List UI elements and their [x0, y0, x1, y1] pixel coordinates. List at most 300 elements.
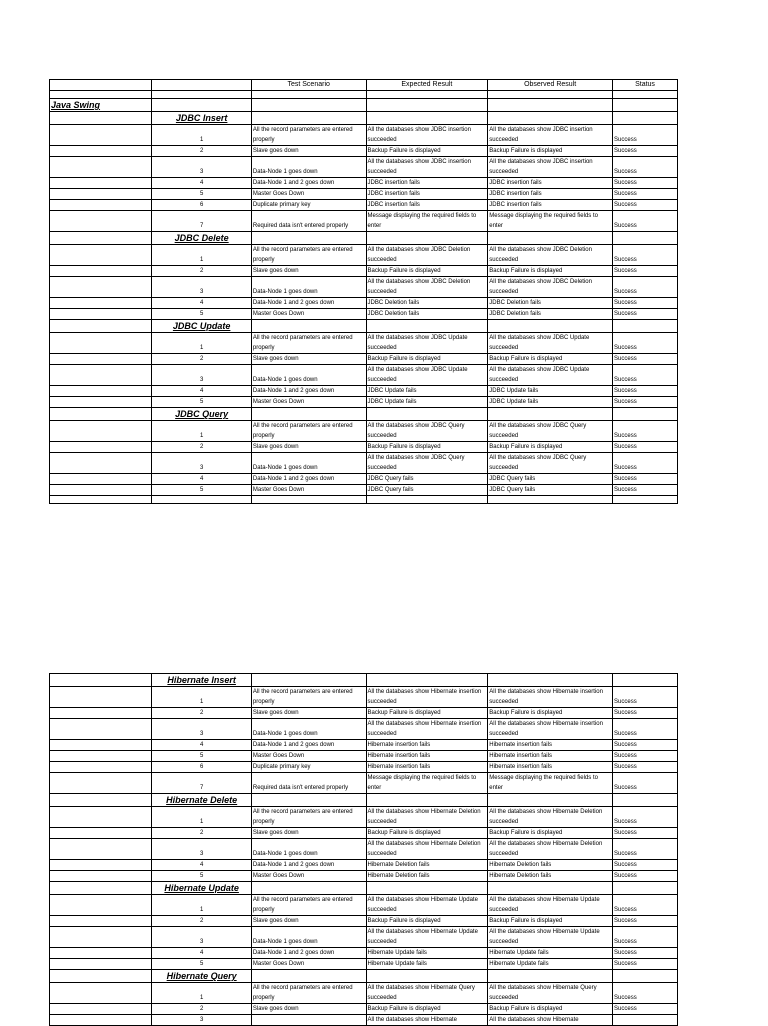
blank-cell [613, 320, 678, 333]
blank-cell [50, 474, 152, 485]
status-cell: Success [613, 762, 678, 773]
test-scenario-cell: Master Goes Down [251, 189, 366, 200]
status-cell: Success [613, 178, 678, 189]
row-number: 1 [152, 983, 251, 1004]
blank-cell [50, 927, 152, 948]
test-scenario-cell: Slave goes down [251, 828, 366, 839]
table-row [50, 927, 678, 948]
blank-cell [613, 674, 678, 687]
status-cell: Success [613, 386, 678, 397]
table-row [50, 189, 678, 200]
observed-result-cell: All the databases show JDBC insertion succeeded [488, 125, 613, 146]
observed-result-cell: Backup Failure is displayed [488, 708, 613, 719]
table-row [50, 807, 678, 828]
row-number: 3 [152, 719, 251, 740]
blank-cell [50, 871, 152, 882]
section-header-row [50, 674, 678, 687]
row-number: 5 [152, 485, 251, 496]
table-header-row [50, 80, 678, 91]
status-cell: Success [613, 708, 678, 719]
table-row [50, 386, 678, 397]
expected-result-cell: Backup Failure is displayed [366, 1004, 488, 1015]
table-row [50, 298, 678, 309]
observed-result-cell: All the databases show Hibernate Deletion succeeded [488, 839, 613, 860]
blank-cell [366, 320, 488, 333]
observed-result-cell: Backup Failure is displayed [488, 828, 613, 839]
blank-cell [50, 365, 152, 386]
table-row [50, 245, 678, 266]
observed-result-cell: Hibernate Update fails [488, 959, 613, 970]
row-number: 3 [152, 157, 251, 178]
status-cell: Success [613, 157, 678, 178]
table-row [50, 397, 678, 408]
observed-result-cell: JDBC insertion fails [488, 178, 613, 189]
observed-result-cell: JDBC insertion fails [488, 200, 613, 211]
status-cell: Success [613, 839, 678, 860]
blank-cell [50, 309, 152, 320]
table-row [50, 751, 678, 762]
table-row [50, 740, 678, 751]
blank-cell [251, 112, 366, 125]
expected-result-cell: All the databases show Hibernate Deletion succeeded [366, 839, 488, 860]
status-cell: Success [613, 860, 678, 871]
blank-cell [613, 970, 678, 983]
row-number: 4 [152, 860, 251, 871]
blank-cell [488, 674, 613, 687]
test-scenario-cell: Duplicate primary key [251, 762, 366, 773]
row-number: 1 [152, 895, 251, 916]
expected-result-cell: JDBC Query fails [366, 485, 488, 496]
table-row [50, 421, 678, 442]
row-number: 2 [152, 442, 251, 453]
blank-cell [251, 794, 366, 807]
status-cell: Success [613, 871, 678, 882]
blank-cell [488, 408, 613, 421]
test-scenario-cell: Slave goes down [251, 146, 366, 157]
status-cell: Success [613, 298, 678, 309]
row-number: 4 [152, 178, 251, 189]
observed-result-cell: Backup Failure is displayed [488, 1004, 613, 1015]
test-scenario-cell: Data-Node 1 goes down [251, 157, 366, 178]
header-expected-result: Expected Result [366, 80, 488, 91]
section-header-row [50, 320, 678, 333]
table-row [50, 125, 678, 146]
blank-cell [50, 762, 152, 773]
row-number: 6 [152, 200, 251, 211]
blank-cell [50, 674, 152, 687]
test-scenario-cell: Duplicate primary key [251, 200, 366, 211]
expected-result-cell: All the databases show Hibernate Update succeeded [366, 927, 488, 948]
observed-result-cell: Hibernate Deletion fails [488, 860, 613, 871]
status-cell: Success [613, 453, 678, 474]
test-scenario-cell: Data-Node 1 and 2 goes down [251, 740, 366, 751]
blank-cell [366, 232, 488, 245]
blank-cell [613, 408, 678, 421]
blank-cell [366, 408, 488, 421]
observed-result-cell: All the databases show Hibernate Deletion succeeded [488, 807, 613, 828]
status-cell: Success [613, 189, 678, 200]
expected-result-cell: JDBC insertion fails [366, 200, 488, 211]
observed-result-cell: Backup Failure is displayed [488, 146, 613, 157]
test-scenario-cell: Data-Node 1 and 2 goes down [251, 860, 366, 871]
row-number: 1 [152, 333, 251, 354]
test-scenario-cell: Data-Node 1 and 2 goes down [251, 298, 366, 309]
expected-result-cell: Hibernate insertion fails [366, 751, 488, 762]
blank-cell [50, 719, 152, 740]
expected-result-cell: All the databases show JDBC Update succeeded [366, 333, 488, 354]
row-number: 2 [152, 828, 251, 839]
observed-result-cell: JDBC Deletion fails [488, 309, 613, 320]
blank-cell [50, 232, 152, 245]
row-number: 1 [152, 687, 251, 708]
observed-result-cell: All the databases show JDBC insertion succeeded [488, 157, 613, 178]
row-number: 1 [152, 807, 251, 828]
row-number: 2 [152, 146, 251, 157]
status-cell: Success [613, 125, 678, 146]
observed-result-cell: All the databases show JDBC Update succeeded [488, 333, 613, 354]
status-cell: Success [613, 719, 678, 740]
blank-cell [251, 882, 366, 895]
section-header-row [50, 232, 678, 245]
row-number: 4 [152, 948, 251, 959]
blank-cell [50, 839, 152, 860]
blank-cell [50, 157, 152, 178]
expected-result-cell: All the databases show JDBC insertion succeeded [366, 157, 488, 178]
app-title: Java Swing [50, 99, 152, 112]
blank-cell [50, 397, 152, 408]
test-scenario-cell: Master Goes Down [251, 751, 366, 762]
blank-cell [366, 882, 488, 895]
header-blank-1 [50, 80, 152, 91]
blank-cell [50, 178, 152, 189]
blank-cell [50, 354, 152, 365]
row-number: 2 [152, 1004, 251, 1015]
table-row [50, 839, 678, 860]
test-scenario-cell: Data-Node 1 goes down [251, 927, 366, 948]
blank-cell [50, 442, 152, 453]
test-scenario-cell: Slave goes down [251, 916, 366, 927]
blank-cell [50, 773, 152, 794]
table-row [50, 708, 678, 719]
java-swing-test-table [49, 79, 678, 504]
observed-result-cell: Backup Failure is displayed [488, 442, 613, 453]
test-scenario-cell: All the record parameters are entered properly [251, 895, 366, 916]
table-body [50, 674, 678, 1026]
table-row [50, 442, 678, 453]
blank-cell [50, 882, 152, 895]
status-cell: Success [613, 474, 678, 485]
status-cell: Success [613, 333, 678, 354]
blank-cell [50, 916, 152, 927]
row-number: 2 [152, 708, 251, 719]
expected-result-cell: All the databases show JDBC Query succeeded [366, 421, 488, 442]
header-blank-2 [152, 80, 251, 91]
blank-cell [366, 794, 488, 807]
test-scenario-cell: Slave goes down [251, 266, 366, 277]
row-number: 5 [152, 189, 251, 200]
row-number: 5 [152, 309, 251, 320]
blank-cell [251, 496, 366, 504]
blank-cell [50, 112, 152, 125]
section-header-row [50, 882, 678, 895]
status-cell: Success [613, 365, 678, 386]
row-number: 2 [152, 266, 251, 277]
expected-result-cell: All the databases show JDBC Deletion succeeded [366, 277, 488, 298]
test-scenario-cell: Data-Node 1 goes down [251, 453, 366, 474]
table-row [50, 983, 678, 1004]
blank-cell [50, 298, 152, 309]
row-number: 7 [152, 773, 251, 794]
expected-result-cell: Message displaying the required fields to enter [366, 773, 488, 794]
table-row [50, 277, 678, 298]
observed-result-cell: JDBC Query fails [488, 485, 613, 496]
blank-cell [50, 245, 152, 266]
status-cell: Success [613, 828, 678, 839]
status-cell: Success [613, 266, 678, 277]
expected-result-cell: All the databases show Hibernate [366, 1015, 488, 1026]
blank-cell [50, 189, 152, 200]
hibernate-test-table [49, 673, 678, 1026]
test-scenario-cell: All the record parameters are entered properly [251, 983, 366, 1004]
blank-cell [50, 807, 152, 828]
row-number: 4 [152, 740, 251, 751]
observed-result-cell: Backup Failure is displayed [488, 354, 613, 365]
blank-cell [251, 232, 366, 245]
expected-result-cell: All the databases show Hibernate Update succeeded [366, 895, 488, 916]
table-row [50, 719, 678, 740]
section-header-row [50, 794, 678, 807]
row-number: 4 [152, 298, 251, 309]
status-cell: Success [613, 200, 678, 211]
expected-result-cell: All the databases show Hibernate insertion succeeded [366, 719, 488, 740]
row-number: 3 [152, 365, 251, 386]
section-header-row [50, 408, 678, 421]
expected-result-cell: All the databases show JDBC Update succeeded [366, 365, 488, 386]
section-title: Hibernate Delete [152, 794, 251, 807]
observed-result-cell: All the databases show JDBC Query succeeded [488, 453, 613, 474]
blank-cell [50, 485, 152, 496]
table-row [50, 828, 678, 839]
blank-cell [50, 860, 152, 871]
observed-result-cell: JDBC insertion fails [488, 189, 613, 200]
table-row [50, 333, 678, 354]
row-number: 1 [152, 245, 251, 266]
test-scenario-cell: Data-Node 1 and 2 goes down [251, 474, 366, 485]
row-number: 2 [152, 916, 251, 927]
blank-cell [488, 112, 613, 125]
test-scenario-cell: Required data isn't entered properly [251, 773, 366, 794]
row-number: 7 [152, 211, 251, 232]
row-number: 5 [152, 959, 251, 970]
test-scenario-cell: Master Goes Down [251, 959, 366, 970]
row-number: 1 [152, 421, 251, 442]
blank-cell [50, 146, 152, 157]
row-number: 1 [152, 125, 251, 146]
expected-result-cell: Backup Failure is displayed [366, 146, 488, 157]
blank-cell [50, 320, 152, 333]
header-test-scenario: Test Scenario [251, 80, 366, 91]
row-number: 5 [152, 751, 251, 762]
status-cell: Success [613, 442, 678, 453]
table-row [50, 309, 678, 320]
table-body [50, 91, 678, 504]
expected-result-cell: All the databases show JDBC Deletion succeeded [366, 245, 488, 266]
table-row [50, 485, 678, 496]
test-scenario-cell: Slave goes down [251, 354, 366, 365]
blank-cell [613, 794, 678, 807]
observed-result-cell: All the databases show JDBC Query succeeded [488, 421, 613, 442]
table-row [50, 178, 678, 189]
test-scenario-cell: Master Goes Down [251, 871, 366, 882]
section-title: Hibernate Insert [152, 674, 251, 687]
blank-cell [50, 959, 152, 970]
expected-result-cell: JDBC Query fails [366, 474, 488, 485]
test-scenario-cell: All the record parameters are entered properly [251, 333, 366, 354]
blank-cell [366, 674, 488, 687]
status-cell: Success [613, 948, 678, 959]
section-title: JDBC Update [152, 320, 251, 333]
table-row [50, 474, 678, 485]
blank-cell [50, 740, 152, 751]
observed-result-cell: Message displaying the required fields to enter [488, 211, 613, 232]
blank-cell [50, 333, 152, 354]
expected-result-cell: Backup Failure is displayed [366, 708, 488, 719]
blank-cell [152, 496, 251, 504]
observed-result-cell: JDBC Query fails [488, 474, 613, 485]
status-cell: Success [613, 740, 678, 751]
expected-result-cell: JDBC Deletion fails [366, 298, 488, 309]
blank-cell [366, 496, 488, 504]
app-title-row [50, 99, 678, 112]
test-scenario-cell: Slave goes down [251, 708, 366, 719]
status-cell: Success [613, 773, 678, 794]
table-row [50, 860, 678, 871]
expected-result-cell: All the databases show Hibernate Query succeeded [366, 983, 488, 1004]
table-row [50, 687, 678, 708]
status-cell: Success [613, 354, 678, 365]
expected-result-cell: Hibernate insertion fails [366, 740, 488, 751]
observed-result-cell: Hibernate Update fails [488, 948, 613, 959]
row-number: 3 [152, 839, 251, 860]
test-scenario-cell: Data-Node 1 goes down [251, 719, 366, 740]
status-cell: Success [613, 397, 678, 408]
blank-cell [50, 708, 152, 719]
expected-result-cell: Hibernate Update fails [366, 959, 488, 970]
table-row [50, 871, 678, 882]
test-scenario-cell: Slave goes down [251, 1004, 366, 1015]
row-number: 3 [152, 277, 251, 298]
status-cell: Success [613, 807, 678, 828]
test-scenario-cell: Data-Node 1 and 2 goes down [251, 178, 366, 189]
blank-cell [50, 794, 152, 807]
observed-result-cell: All the databases show Hibernate insertion succeeded [488, 687, 613, 708]
blank-cell [251, 674, 366, 687]
header-status: Status [613, 80, 678, 91]
expected-result-cell: Hibernate Deletion fails [366, 871, 488, 882]
status-cell: Success [613, 895, 678, 916]
table-row [50, 959, 678, 970]
test-scenario-cell: All the record parameters are entered properly [251, 807, 366, 828]
status-cell: Success [613, 687, 678, 708]
test-scenario-cell: Data-Node 1 goes down [251, 839, 366, 860]
section-title: Hibernate Update [152, 882, 251, 895]
blank-cell [50, 751, 152, 762]
section-title: JDBC Delete [152, 232, 251, 245]
expected-result-cell: All the databases show Hibernate Deletion succeeded [366, 807, 488, 828]
observed-result-cell: Backup Failure is displayed [488, 916, 613, 927]
test-scenario-cell: All the record parameters are entered properly [251, 125, 366, 146]
blank-cell [50, 386, 152, 397]
observed-result-cell: Hibernate insertion fails [488, 740, 613, 751]
blank-cell [50, 211, 152, 232]
blank-cell [488, 496, 613, 504]
status-cell: Success [613, 146, 678, 157]
spacer-row [50, 496, 678, 504]
section-header-row [50, 112, 678, 125]
test-scenario-cell: Master Goes Down [251, 485, 366, 496]
blank-cell [50, 687, 152, 708]
blank-cell [50, 970, 152, 983]
expected-result-cell: All the databases show JDBC insertion succeeded [366, 125, 488, 146]
blank-cell [613, 882, 678, 895]
row-number: 3 [152, 453, 251, 474]
blank-cell [488, 320, 613, 333]
expected-result-cell: Backup Failure is displayed [366, 266, 488, 277]
table-row [50, 266, 678, 277]
blank-cell [50, 496, 152, 504]
test-scenario-cell: All the record parameters are entered properly [251, 687, 366, 708]
expected-result-cell: Hibernate insertion fails [366, 762, 488, 773]
status-cell: Success [613, 983, 678, 1004]
expected-result-cell: JDBC Update fails [366, 397, 488, 408]
observed-result-cell: All the databases show Hibernate Update succeeded [488, 895, 613, 916]
blank-cell [251, 320, 366, 333]
status-cell: Success [613, 959, 678, 970]
row-number: 2 [152, 354, 251, 365]
test-scenario-cell: Master Goes Down [251, 309, 366, 320]
row-number: 5 [152, 397, 251, 408]
observed-result-cell: Hibernate insertion fails [488, 762, 613, 773]
table-row [50, 916, 678, 927]
table-row [50, 1004, 678, 1015]
test-scenario-cell: Data-Node 1 and 2 goes down [251, 386, 366, 397]
blank-cell [251, 970, 366, 983]
observed-result-cell: All the databases show JDBC Deletion succeeded [488, 245, 613, 266]
test-scenario-cell: Slave goes down [251, 442, 366, 453]
table-row [50, 762, 678, 773]
expected-result-cell: All the databases show Hibernate insertion succeeded [366, 687, 488, 708]
table-row [50, 157, 678, 178]
section-title: JDBC Insert [152, 112, 251, 125]
blank-cell [50, 948, 152, 959]
blank-cell [50, 125, 152, 146]
expected-result-cell: Backup Failure is displayed [366, 916, 488, 927]
row-number: 5 [152, 871, 251, 882]
blank-cell [50, 408, 152, 421]
status-cell: Success [613, 309, 678, 320]
table-row [50, 146, 678, 157]
status-cell: Success [613, 751, 678, 762]
status-cell: Success [613, 927, 678, 948]
status-cell: Success [613, 485, 678, 496]
row-number: 3 [152, 1015, 251, 1026]
status-cell: Success [613, 421, 678, 442]
observed-result-cell: JDBC Deletion fails [488, 298, 613, 309]
expected-result-cell: JDBC Update fails [366, 386, 488, 397]
blank-cell [50, 277, 152, 298]
blank-cell [488, 882, 613, 895]
row-number: 6 [152, 762, 251, 773]
